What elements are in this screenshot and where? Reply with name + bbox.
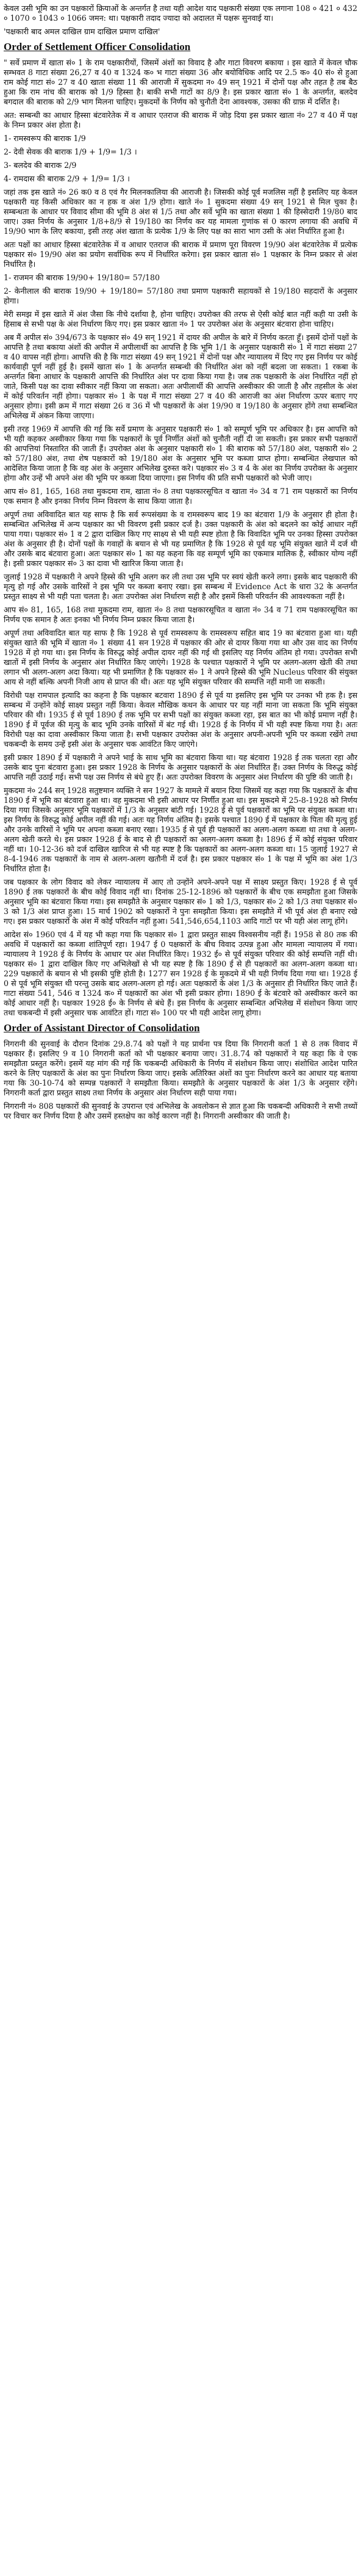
settlement-paragraph-3: जहां तक इस खाते नं० 26 क0 व 8 एवं गैर मिलनकालिया की आराजी है। जिसकी कोई पूर्व मजलिस नहीं है इसलिए यह केवल पक्षकारी यह किसी अधिकार का न हक व अंश 1/9 होगा। खाते नं० 1 सुकदमा संख्या 49 सन् 1921 से मिल चुका है। सम्बन्धता के आधार पर विवाद सीमा की भूमि 8 अंश सं 1/5 तथा और सर्वे भूमि का खाता संख्या 1 की हिस्सेदारी 19/80 बाद जाए। उक्त निर्णय के अनुसार 1/8+8/9 से 19/180 का निर्णय कर यह मामला गुणांक सं 0 कारण लगाया की अवधि में 19/90 भाग के लिए बकाया, इसी तरह अंश खाता के प्रत्येक 1/9 के लिए पक्ष का सारा भाग उसी के अंश निर्धारित हुआ है।: [4, 187, 357, 236]
settlement-paragraph-15: मुकदमा नं० 244 सन् 1928 सतुष्टमान व्यक्ति ने सन 1927 के मामले में बयान दिया जिसमें यह कहा गया कि पक्षकारों के बीच 1890 ई में भूमि का बंटवारा हुआ था। वह मुकदमा भी इसी आधार पर निर्णीत हुआ था। इस मुकदमे में 25-8-1928 को निर्णय दिया गया जिसके अनुसार भूमि पक्षकारों में 1/3 के अनुसार बांटी गई। 1928 ई से पूर्व पक्षकारों का भूमि पर संयुक्त कब्जा था। इस निर्णय के विरुद्ध कोई अपील नहीं की गई। अतः यह निर्णय अंतिम है। इसके पश्चात 1890 ई में पक्षकार के पिता की मृत्यु हुई और उनके वारिसों ने भूमि पर अपना कब्जा बनाए रखा। 1935 ई से पूर्व ही पक्षकारों का अलग-अलग कब्जा था तथा वे अलग-अलग खेती करते थे। इस प्रकार 1928 ई के बाद से ही पक्षकारों का अलग-अलग कब्जा है। 1896 ई में कोई संयुक्त परिवार नहीं था। 10-12-36 को दर्ज दाखिल खारिज से भी यह स्पष्ट है कि पक्षकारों का अलग-अलग कब्जा था। 15 जुलाई 1927 से 8-4-1946 तक पक्षकारों के नाम से अलग-अलग खतौनी में दर्ज है। इस प्रकार पक्षकार सं० 1 के पक्ष में भूमि का अंश 1/3 निर्धारित होता है।: [4, 786, 357, 873]
settlement-paragraph-1: " सर्वे प्रमाण में खाता सं० 1 के राम पक्षकारीयों, जिसमें अंशों का विवाद है और गाटा विवरण बकाया । इस खाते में केवल चौक सम्भवत 8 गाटा संख्या 26,27 व 40 व 1324 क० भ गाटा संख्या 36 और बयोविधिक आदि पर 2.5 क० 40 सं० से हुआ राम कोई गाटा सं० 27 व 40 खाता संख्या 11 की आराजी में सुकदमा न० 49 सन् 1921 में दोनों पक्ष और तहत है तब बैठ हुआ कि राम नांच की बाराक को 1/9 हिस्सा है। बाकी सभी गाटों का 8/9 है। इस प्रकार खाता सं० 1 के अन्तर्गत, बलदेव बगदाल की बाराक को 2/9 भाग मिलना चाहिए। मुकदमों के निर्णय को चुनौती देना आवश्यक, उसका की ग्राफ़ में दर्शित है।: [4, 58, 357, 106]
settlement-paragraph-6: अब मैं अपील सं० 394/673 के पक्षकार सं० 49 सन् 1921 में दायर की अपील के बारे में निर्णय करता हूँ। इसमें दोनों पक्षों के आपत्ति है तथा बकाया अंशों की अपील में अपीलार्थी का आपत्ति है कि भूमि 1/1 के अनुसार पक्षकारी सं० 1 में गाटा संख्या 27 व 40 वापस नहीं होगा। आपत्ति की है कि गाटा संख्या 49 सन् 1921 में दोनों पक्ष और न्यायालय में दिए गए इस निर्णय पर कोई कार्यवाही पूर्ण नहीं हुई है। इसमें खाता सं० 1 के अन्तर्गत सम्बन्धी की निर्धारित अंश को नहीं बदला जा सकता। 1 रकबा के अन्तर्गत बिना आधार के पक्षकारी आपत्ति की निर्धारित अंश पर दावा किया गया है। जब तक पक्षकारी के अंश निर्धारित नहीं हो जाते, किसी पक्ष का दावा स्वीकार नहीं किया जा सकता। अतः अपीलार्थी की आपत्ति अस्वीकार की जाती है और तहसील के अंश में कोई परिवर्तन नहीं होगा। पक्षकार सं० 1 के पक्ष में गाटा संख्या 27 व 40 की आराजी का अंश निर्धारण ऊपर बताए गए अनुसार होगा। इसी क्रम में गाटा संख्या 26 व 36 में भी पक्षकारों के अंश 19/90 व 19/180 के अनुसार होंगे तथा सम्बन्धित अभिलेख में अंकन किया जाएगा।: [4, 333, 357, 420]
settlement-share-line-5: 1- राजमन की बाराक 19/90+ 19/180= 57/180: [4, 273, 160, 282]
intro-paragraph-2: 'पक्षकारी बाद अमल दाखिल ग्राम दाखिल प्रमाण दाखिल': [4, 27, 160, 36]
settlement-paragraph-10: जुलाई 1928 में पक्षकारी ने अपने हिस्से की भूमि अलग कर ली तथा उस भूमि पर स्वयं खेती करने लगा। इसके बाद पक्षकारी की मृत्यु हो गई और उसके वारिसों ने इस भूमि पर कब्जा बनाए रखा। इस सम्बन्ध में Evidence Act के धारा 32 के अन्तर्गत प्रस्तुत साक्ष्य से भी यही पता चलता है। अतः उपरोक्त अंश निर्धारण सही है और इसमें किसी परिवर्तन की आवश्यकता नहीं है।: [4, 572, 357, 601]
settlement-paragraph-9: अपूर्ण तथा अविवादित बात यह साफ है कि सर्व रूपसंख्या के व रामस्वरूप बाद 19 का बंटवारा 1/9 के अनुसार ही होता है। सम्बन्धित अभिलेख में अन्य पक्षकार का भी विवरण इसी प्रकार दर्ज है। उक्त पक्षकारी के अंश को बदलने का कोई आधार नहीं पाया गया। पक्षकार सं० 1 व 2 द्वारा दाखिल किए गए साक्ष्य से भी यही स्पष्ट होता है कि विवादित भूमि पर उनका हिस्सा उपरोक्त अंश के अनुसार ही है। दोनों पक्षों के गवाहों के बयान से भी यह प्रमाणित है कि 1928 से पूर्व यह भूमि संयुक्त खाते में दर्ज थी और उसके बाद बंटवारा हुआ। अतः पक्षकार सं० 1 का यह कहना कि वह सम्पूर्ण भूमि का एकमात्र मालिक है, स्वीकार योग्य नहीं है। इसी प्रकार पक्षकार सं० 3 का दावा भी खारिज किया जाता है।: [4, 510, 357, 568]
settlement-share-line-6: 2- केनीलाल की बाराक 19/90 + 19/180= 57/180 तथा प्रमाण पक्षकारी सहायकों से 19/180 सहदारों के अनुसार होगा।: [4, 286, 357, 305]
settlement-paragraph-17: आदेश सं० 1960 एवं 4 में यह भी कहा गया कि पक्षकार सं० 1 द्वारा प्रस्तुत साक्ष्य विश्वसनीय नहीं हैं। 1958 से 80 तक की अवधि में पक्षकारों का कब्जा शांतिपूर्ण रहा। 1947 ई 0 पक्षकारों के बीच विवाद उत्पन्न हुआ और मामला न्यायालय में गया। न्यायालय ने 1928 ई के निर्णय के आधार पर अंश निर्धारित किए। 1932 ई० से पूर्व संयुक्त परिवार की कोई सम्पत्ति नहीं थी। पक्षकार सं० 1 द्वारा दाखिल किए गए अभिलेखों से भी यह स्पष्ट है कि 1890 ई से ही पक्षकारों का अलग-अलग कब्जा था। 229 पक्षकारों के बयान से भी इसकी पुष्टि होती है। 1277 सन 1928 ई के मुकदमे में भी यही निर्णय दिया गया था। 1928 ई 0 से पूर्व भूमि संयुक्त थी परन्तु उसके बाद अलग-अलग हो गई। अतः पक्षकारों के अंश 1/3 के अनुसार ही निर्धारित किए जाते हैं। गाटा संख्या 541, 546 व 1324 क० में पक्षकारों का अंश भी इसी प्रकार होगा। 1890 ई के बंटवारे को अस्वीकार करने का कोई आधार नहीं है। पक्षकार 1928 ई० के निर्णय से बंधे हैं। इस निर्णय के अनुसार सम्बन्धित अभिलेख में संशोधन किया जाए तथा चकबन्दी में इसी अनुसार चक आवंटित हों। गाटा सं० 100 पर भी यही आदेश लागू होगा।: [4, 930, 357, 1017]
settlement-paragraph-14: इसी प्रकार 1890 ई में पक्षकारी ने अपने भाई के साथ भूमि का बंटवारा किया था। यह बंटवारा 1928 ई तक चलता रहा और उसके बाद पुनः बंटवारा हुआ। इस प्रकार 1928 के निर्णय के अनुसार पक्षकारों के अंश निर्धारित हैं। उक्त निर्णय के विरुद्ध कोई आपत्ति नहीं उठाई गई। सभी पक्ष उस निर्णय से बंधे हुए हैं। अतः उपरोक्त विवरण के अनुसार अंश निर्धारण की पुष्टि की जाती है।: [4, 753, 357, 782]
settlement-share-line-2: 2- देवी सेवक की बाराक 1/9 + 1/9= 1/3 ।: [4, 147, 137, 156]
assistant-paragraph-1: निगरानी की सुनवाई के दौरान दिनांक 29.8.74 को पक्षों ने यह प्रार्थना पत्र दिया कि निगरानी कर्ता 1 से 8 तक विवाद में पक्षकार हैं। इसलिए 9 व 10 निगरानी कर्ता को भी पक्षकार बनाया जाए। 31.8.74 को पक्षकारों ने यह कहा कि वे एक समझौता प्रस्तुत करेंगे। इसमें यह मांग की गई कि चकबन्दी अधिकारी के निर्णय में संशोधन किया जाए। संशोधित आदेश पारित करने के लिए पक्षकारों के अंश का पुनः निर्धारण किया जाए। इसके अतिरिक्त अंशों का पुनः निर्धारण करने का आधार यह बताया गया कि 30-10-74 को सम्पन्न पक्षकारों ने समझौता किया। समझौते के अनुसार पक्षकारों के अंश 1/3 के अनुसार रहेंगे। निगरानी कर्ता द्वारा प्रस्तुत साक्ष्य तथा निर्णय के अनुसार अंश निर्धारण सही पाया गया।: [4, 1039, 357, 1097]
intro-section: [4, 4, 357, 37]
settlement-paragraph-2: अत: सम्बन्धी का आधार हिस्सा बंटवारेतेक में व आधार एतराज की बाराक में जोड़ दिया इस प्रकार खाता नं० 27 व 40 में पक्ष के निम्न प्रकार अंश होता है।: [4, 111, 357, 129]
settlement-paragraph-8: आप सं० 81, 165, 168 तथा मुकदमा राम, खाता नं० 8 तथा पक्षकारसूचित व खाता नं० 34 व 71 राम पक्षकारों का निर्णय एक समान है और इनका निर्णय निम्न विवरण के साथ किया जाता है।: [4, 487, 357, 506]
settlement-paragraph-16: जब पक्षकार के लोग विवाद को लेकर न्यायालय में आए तो उन्होंने अपने-अपने पक्ष में साक्ष्य प्रस्तुत किए। 1928 ई से पूर्व 1890 ई तक पक्षकारों के बीच कोई विवाद नहीं था। दिनांक 25-12-1896 को पक्षकारों के बीच एक समझौता हुआ जिसके अनुसार भूमि का बंटवारा किया गया। इस समझौते के अनुसार पक्षकार सं० 1 को 1/3, पक्षकार सं० 2 को 1/3 तथा पक्षकार सं० 3 को 1/3 अंश प्राप्त हुआ। 15 मार्च 1902 को पक्षकारों ने पुनः समझौता किया। इस समझौते में भी पूर्व अंश ही बनाए रखे गए। इस प्रकार पक्षकारों के अंश में कोई परिवर्तन नहीं हुआ। 541,546,654,1103 आदि गाटों पर भी यही अंश लागू होंगे।: [4, 877, 357, 926]
assistant-director-section: [4, 1021, 357, 1121]
settlement-share-line-4: 4- रामदास की बाराक 2/9 + 1/9= 1/3 ।: [4, 174, 130, 183]
settlement-paragraph-4: अतः पक्षों का आधार हिस्सा बंटवारेतेक में व आधार एतराज की बाराक में प्रमाण पूरा विवरण 19/90 अंश बंटवारेतेक में प्रत्येक पक्षकार सं० 19/90 अंश का प्रयोग सर्वाधिक रूप में निर्धारित करेगा। इस प्रकार खाता सं० 1 पक्षकार के निम्न प्रकार से अंश निर्धारित है।: [4, 240, 357, 269]
assistant-paragraph-2: निगरानी नं० 808 पक्षकारों की सुनवाई के उपरान्त एवं अभिलेख के अवलोकन से ज्ञात हुआ कि चकबन्दी अधिकारी ने सभी तथ्यों पर विचार कर निर्णय दिया है और उसमें हस्तक्षेप का कोई कारण नहीं है। निगरानी अस्वीकार की जाती है।: [4, 1101, 357, 1120]
intro-paragraph-1: केवल उसी भूमि का उन पक्षकारों क्रियाओं के अन्तर्गत है तथा यही आदेश याद पक्षकारी संख्या एक लगाना 108 ० 421 ० 432 ० 1070 ० 1043 ० 1066 जमन: था। पक्षकारी तदाद ज्यादा को अदालत में पक्षरू सुनवाई या।: [4, 4, 357, 23]
settlement-share-line-3: 3- बलदेव की बाराक 2/9: [4, 161, 77, 170]
settlement-paragraph-7: इसी तरह 1969 में आपत्ति की गई कि सर्वे प्रमाण के अनुसार पक्षकारी सं० 1 को सम्पूर्ण भूमि पर अधिकार है। इस आपत्ति को भी यही कहकर अस्वीकार किया गया कि पक्षकारों के पूर्व निर्णीत अंशों को चुनौती नहीं दी जा सकती। इस प्रकार सभी पक्षकारों की आपत्तियां निस्तारित की जाती हैं। उपरोक्त अंश के अनुसार पक्षकारी सं० 1 की बाराक को 57/180 अंश, पक्षकारी सं० 2 को 57/180 अंश, तथा शेष पक्षकारों को 19/180 अंश के अनुसार भूमि पर कब्जा प्राप्त होगा। सम्बन्धित लेखपाल को आदेशित किया जाता है कि वह अंश के अनुसार अभिलेख दुरुस्त करे। पक्षकार सं० 3 व 4 के अंश का निर्णय उपरोक्त के अनुसार होगा और उन्हें भी अपने अंश की भूमि पर कब्जा दिया जाएगा। इस निर्णय की प्रति सभी पक्षकारों को भेजी जाए।: [4, 424, 357, 482]
settlement-paragraph-12: अपूर्ण तथा अविवादित बात यह साफ है कि 1928 से पूर्व रामस्वरूप के रामस्वरूप सहित बाद 19 का बंटवारा हुआ था। यही संयुक्त खाते की भूमि में खाता नं० 1 संख्या 41 सन 1928 में पक्षकार की ओर से दायर किया गया था और उस वाद का निर्णय 1928 में हो गया था। इस निर्णय के विरुद्ध कोई अपील दायर नहीं की गई थी इसलिए यह निर्णय अंतिम हो गया। उपरोक्त सभी खातों में इसी निर्णय के अनुसार अंश निर्धारित किए जाएंगे। 1928 के पश्चात पक्षकारों ने भूमि पर अलग-अलग खेती की तथा लगान भी अलग-अलग अदा किया। यह भी प्रमाणित है कि पक्षकार सं० 1 ने अपने हिस्से की भूमि Nucleus परिवार की संयुक्त आय से नहीं बल्कि अपनी निजी आय से प्राप्त की थी। अतः यह भूमि संयुक्त परिवार की सम्पत्ति नहीं मानी जा सकती।: [4, 628, 357, 686]
settlement-paragraph-13: विरोधी पक्ष रामपाल इत्यादि का कहना है कि पक्षकार बटवारा 1890 ई से पूर्व या इसलिए इस भूमि पर उनका भी हक है। इस सम्बन्ध में उन्होंने कोई साक्ष्य प्रस्तुत नहीं किया। केवल मौखिक कथन के आधार पर यह नहीं माना जा सकता कि भूमि संयुक्त परिवार की थी। 1935 ई से पूर्व 1890 ई तक भूमि पर सभी पक्षों का संयुक्त कब्जा रहा, इस बात का भी कोई प्रमाण नहीं है। 1890 ई में पूर्वज की मृत्यु के बाद भूमि उनके वारिसों में बंट गई थी। 1928 ई के निर्णय में भी यही स्पष्ट किया गया है। अतः विरोधी पक्ष का दावा अस्वीकार किया जाता है। सभी पक्षकार उपरोक्त अंश के अनुसार अपनी-अपनी भूमि पर कब्जा रखेंगे तथा चकबन्दी के समय उन्हें इसी अंश के अनुसार चक आवंटित किए जाएंगे।: [4, 691, 357, 749]
settlement-officer-heading: Order of Settlement Officer Consolidation: [4, 41, 191, 53]
settlement-paragraph-11: आप सं० 81, 165, 168 तथा मुकदमा राम, खाता नं० 8 तथा पक्षकारसूचित व खाता नं० 34 व 71 राम पक्षकारसूचित का निर्णय एक समान है अतः इनका भी निर्णय निम्न प्रकार किया जाता है।: [4, 605, 357, 624]
settlement-paragraph-5: मेरी समझ में इस खाते में अंश जैसा कि नीचे दर्शाया है, होना चाहिए। उपरोक्त की तरफ से ऐसी कोई बात नहीं कही या उसी के हिसाब से सभी पक्ष के अंश निर्धारण किए गए। इस प्रकार खाता नं० 1 पर उपरोक्त अंश के अनुसार बंटवारा होना चाहिए।: [4, 310, 357, 328]
settlement-share-line-1: 1- रामस्वरूप की बाराक 1/9: [4, 134, 86, 143]
settlement-officer-section: [4, 40, 357, 1018]
assistant-director-heading: Order of Assistant Director of Consolidation: [4, 1022, 200, 1034]
